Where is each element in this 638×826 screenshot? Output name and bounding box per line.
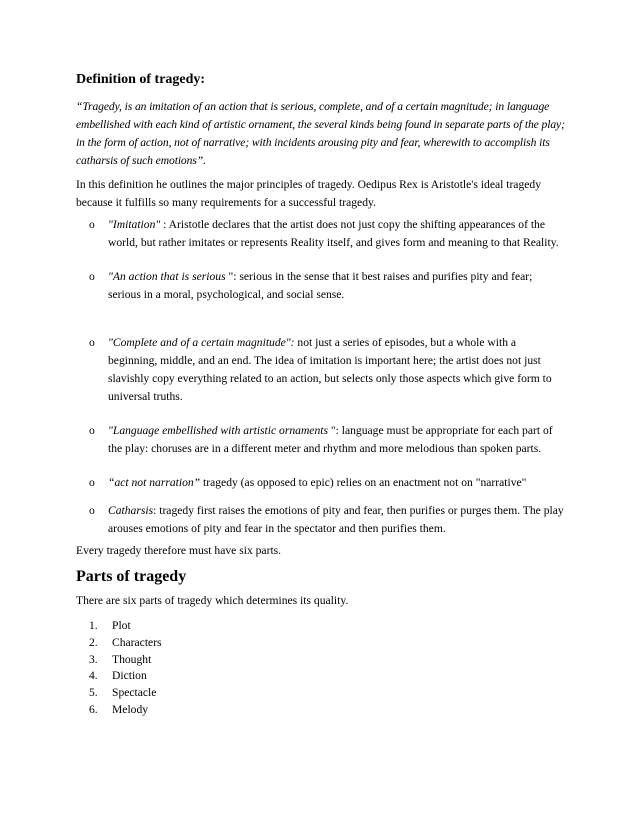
- bullet-mark: o: [89, 336, 95, 349]
- bullet-mark: o: [89, 270, 95, 283]
- list-item: [76, 685, 566, 702]
- parts-list: [76, 618, 566, 719]
- list-item-text: not just a series of episodes, but a whole with a beginning, middle, and an end. The idea of imitation is important here; the artist does not just slavishly copy everything related to an action, but selects only those aspects which give form to universal truths.: [108, 336, 552, 403]
- list-item: [76, 652, 566, 669]
- list-item-text: tragedy (as opposed to epic) relies on an enactment not on "narrative": [200, 476, 527, 489]
- list-item-label: Thought: [112, 652, 152, 666]
- document-page: [76, 70, 566, 719]
- list-item: [76, 635, 566, 652]
- list-number: 6.: [89, 702, 98, 716]
- list-item-term: "Complete and of a certain magnitude":: [108, 336, 295, 349]
- bullet-mark: o: [89, 504, 95, 517]
- list-number: 2.: [89, 635, 98, 649]
- list-item-term: "Imitation": [108, 218, 161, 231]
- list-item-text: ": language must be appropriate for each part of the play: choruses are in a different meter and rhythm and more melodious than spoken parts.: [108, 424, 553, 455]
- list-item: [76, 474, 566, 492]
- parts-intro: There are six parts of tragedy which determines its quality.: [76, 594, 349, 607]
- conclusion-paragraph: Every tragedy therefore must have six parts.: [76, 544, 282, 557]
- list-item-text: ": serious in the sense that it best raises and purifies pity and fear; serious in a moral, psychological, and social sense.: [108, 270, 533, 301]
- bullet-mark: o: [89, 218, 95, 231]
- list-item-label: Melody: [112, 702, 149, 716]
- list-item: [76, 216, 566, 252]
- list-item-text: : Aristotle declares that the artist does not just copy the shifting appearances of the world, but rather imitates or represents Reality itself, and gives form and meaning to that Reality.: [108, 218, 559, 249]
- list-item: [76, 618, 566, 635]
- list-item-label: Spectacle: [112, 686, 157, 700]
- list-number: 3.: [89, 652, 98, 666]
- parts-heading: Parts of tragedy: [76, 568, 187, 585]
- definition-heading: Definition of tragedy:: [76, 72, 206, 87]
- list-item-term: "An action that is serious: [108, 270, 226, 283]
- principles-list: [76, 216, 566, 538]
- list-item-term: “act not narration”: [108, 476, 201, 489]
- list-item-term: Catharsis: [108, 504, 154, 517]
- list-item: [76, 702, 566, 719]
- list-item: [76, 668, 566, 685]
- bullet-mark: o: [89, 476, 95, 489]
- list-number: 4.: [89, 669, 98, 683]
- list-item-label: Plot: [112, 619, 131, 632]
- bullet-mark: o: [89, 424, 95, 437]
- list-item-term: "Language embellished with artistic ornaments: [108, 424, 328, 437]
- list-item: [76, 268, 566, 304]
- list-number: 1.: [89, 619, 98, 632]
- list-number: 5.: [89, 686, 98, 700]
- list-item: [76, 422, 566, 458]
- definition-quote: “Tragedy, is an imitation of an action that is serious, complete, and of a certain magnitude; in language embellished with each kind of artistic ornament, the several kinds being found in separate parts of the play; in the form of action, not of narrative; with incidents arousing pity and fear, wherewith to accomplish its catharsis of such emotions”.: [76, 100, 565, 167]
- list-item-label: Diction: [112, 669, 147, 683]
- list-item-text: : tragedy first raises the emotions of pity and fear, then purifies or purges them. The play arouses emotions of pity and fear in the spectator and then purifies them.: [108, 504, 564, 535]
- list-item-label: Characters: [112, 635, 162, 649]
- list-item: [76, 334, 566, 406]
- intro-paragraph: In this definition he outlines the major principles of tragedy. Oedipus Rex is Aristotle's ideal tragedy because it fulfills so many requirements for a successful tragedy.: [76, 178, 541, 209]
- list-item: [76, 502, 566, 538]
